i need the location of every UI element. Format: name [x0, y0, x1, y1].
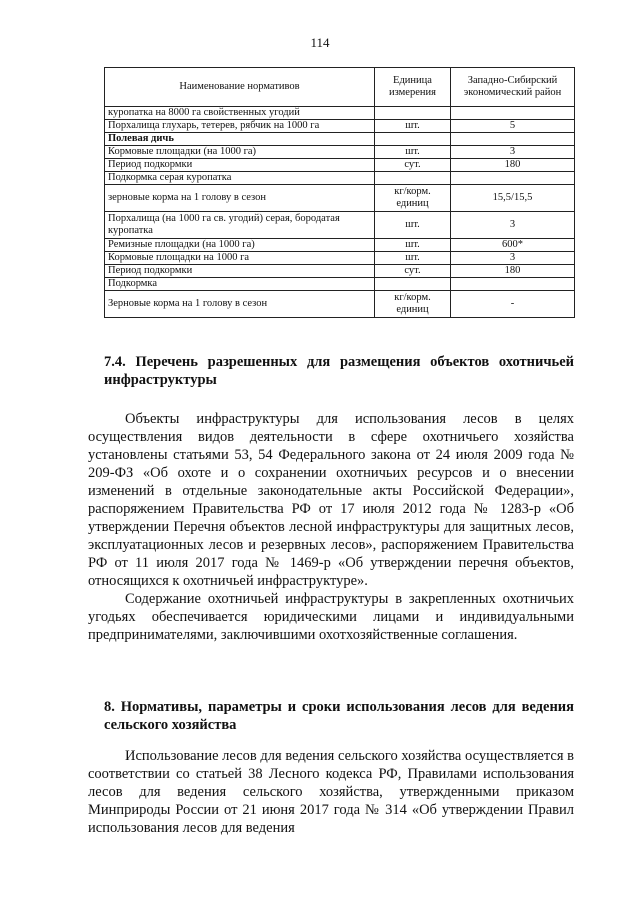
row-name-cell: Кормовые площадки на 1000 га	[105, 252, 375, 265]
row-unit-cell: шт.	[375, 120, 451, 133]
table-row	[105, 278, 575, 291]
row-unit-cell: шт.	[375, 146, 451, 159]
row-value-cell: 3	[451, 212, 575, 239]
row-name-cell: Ремизные площадки (на 1000 га)	[105, 239, 375, 252]
row-name-cell: Период подкормки	[105, 265, 375, 278]
row-value-cell: -	[451, 291, 575, 318]
table-header-row	[105, 68, 575, 107]
header-name: Наименование нормативов	[105, 68, 375, 107]
row-unit-cell: кг/корм. единиц	[375, 185, 451, 212]
row-value-cell	[451, 172, 575, 185]
row-unit-cell: шт.	[375, 212, 451, 239]
row-name-cell: Порхалища (на 1000 га св. угодий) серая, бородатая куропатка	[105, 212, 375, 239]
row-value-cell: 180	[451, 265, 575, 278]
section-7-4-body	[88, 410, 574, 644]
table-row	[105, 185, 575, 212]
row-value-cell: 600*	[451, 239, 575, 252]
row-value-cell	[451, 107, 575, 120]
row-name-cell: Зерновые корма на 1 голову в сезон	[105, 291, 375, 318]
table-row	[105, 120, 575, 133]
row-name-cell: Подкормка	[105, 278, 375, 291]
table-row	[105, 212, 575, 239]
row-unit-cell: шт.	[375, 239, 451, 252]
table-row	[105, 107, 575, 120]
table-row	[105, 146, 575, 159]
table-row	[105, 172, 575, 185]
paragraph: Использование лесов для ведения сельского хозяйства осуществляется в соответствии со статьей 38 Лесного кодекса РФ, Правилами использования лесов для ведения сельского хозяйства, утвержденными приказом Минприроды России от 21 июня 2017 года № 314 «Об утверждении Правил использования лесов для ведения	[88, 748, 574, 836]
table-row	[105, 239, 575, 252]
table-row	[105, 291, 575, 318]
row-unit-cell: сут.	[375, 265, 451, 278]
table-row	[105, 133, 575, 146]
row-value-cell	[451, 133, 575, 146]
section-8-body	[88, 747, 574, 837]
row-name-cell: Подкормка серая куропатка	[105, 172, 375, 185]
row-value-cell: 3	[451, 252, 575, 265]
row-unit-cell	[375, 107, 451, 120]
row-value-cell: 5	[451, 120, 575, 133]
row-unit-cell	[375, 133, 451, 146]
row-name-cell: Кормовые площадки (на 1000 га)	[105, 146, 375, 159]
row-unit-cell	[375, 172, 451, 185]
section-8-heading: 8. Нормативы, параметры и сроки использования лесов для ведения сельского хозяйства	[104, 699, 574, 733]
row-unit-cell	[375, 278, 451, 291]
row-unit-cell: кг/корм. единиц	[375, 291, 451, 318]
table-row	[105, 159, 575, 172]
section-7-4-heading: 7.4. Перечень разрешенных для размещения объектов охотничьей инфраструктуры	[104, 354, 574, 388]
header-region: Западно-Сибирский экономический район	[451, 68, 575, 107]
row-name-cell: Порхалища глухарь, тетерев, рябчик на 1000 га	[105, 120, 375, 133]
row-unit-cell: шт.	[375, 252, 451, 265]
row-value-cell: 180	[451, 159, 575, 172]
row-name-cell: Полевая дичь	[105, 133, 375, 146]
row-name-cell: Период подкормки	[105, 159, 375, 172]
table-row	[105, 252, 575, 265]
row-value-cell	[451, 278, 575, 291]
table-row	[105, 265, 575, 278]
norms-table	[104, 67, 575, 318]
row-value-cell: 15,5/15,5	[451, 185, 575, 212]
paragraph: Объекты инфраструктуры для использования лесов в целях осуществления видов деятельности в сфере охотничьего хозяйства установлены статьями 53, 54 Федерального закона от 24 июля 2009 года № 209-ФЗ «Об охоте и о сохранении охотничьих ресурсов и о внесении изменений в отдельные законодательные акты Российской Федерации», распоряжением Правительства РФ от 17 июля 2012 года № 1283-р «Об утверждении Перечня объектов лесной инфраструктуры для защитных лесов, эксплуатационных лесов и резервных лесов», распоряжением Правительства РФ от 11 июля 2017 года № 1469-р «Об утверждении перечня объектов, относящихся к охотничьей инфраструктуре».	[88, 411, 574, 589]
row-name-cell: куропатка на 8000 га свойственных угодий	[105, 107, 375, 120]
page-number: 114	[310, 35, 330, 50]
row-name-cell: зерновые корма на 1 голову в сезон	[105, 185, 375, 212]
paragraph: Содержание охотничьей инфраструктуры в закрепленных охотничьих угодьях обеспечивается юридическими лицами и индивидуальными предпринимателями, заключившими охотхозяйственные соглашения.	[88, 591, 574, 643]
header-unit: Единица измерения	[375, 68, 451, 107]
row-unit-cell: сут.	[375, 159, 451, 172]
row-value-cell: 3	[451, 146, 575, 159]
